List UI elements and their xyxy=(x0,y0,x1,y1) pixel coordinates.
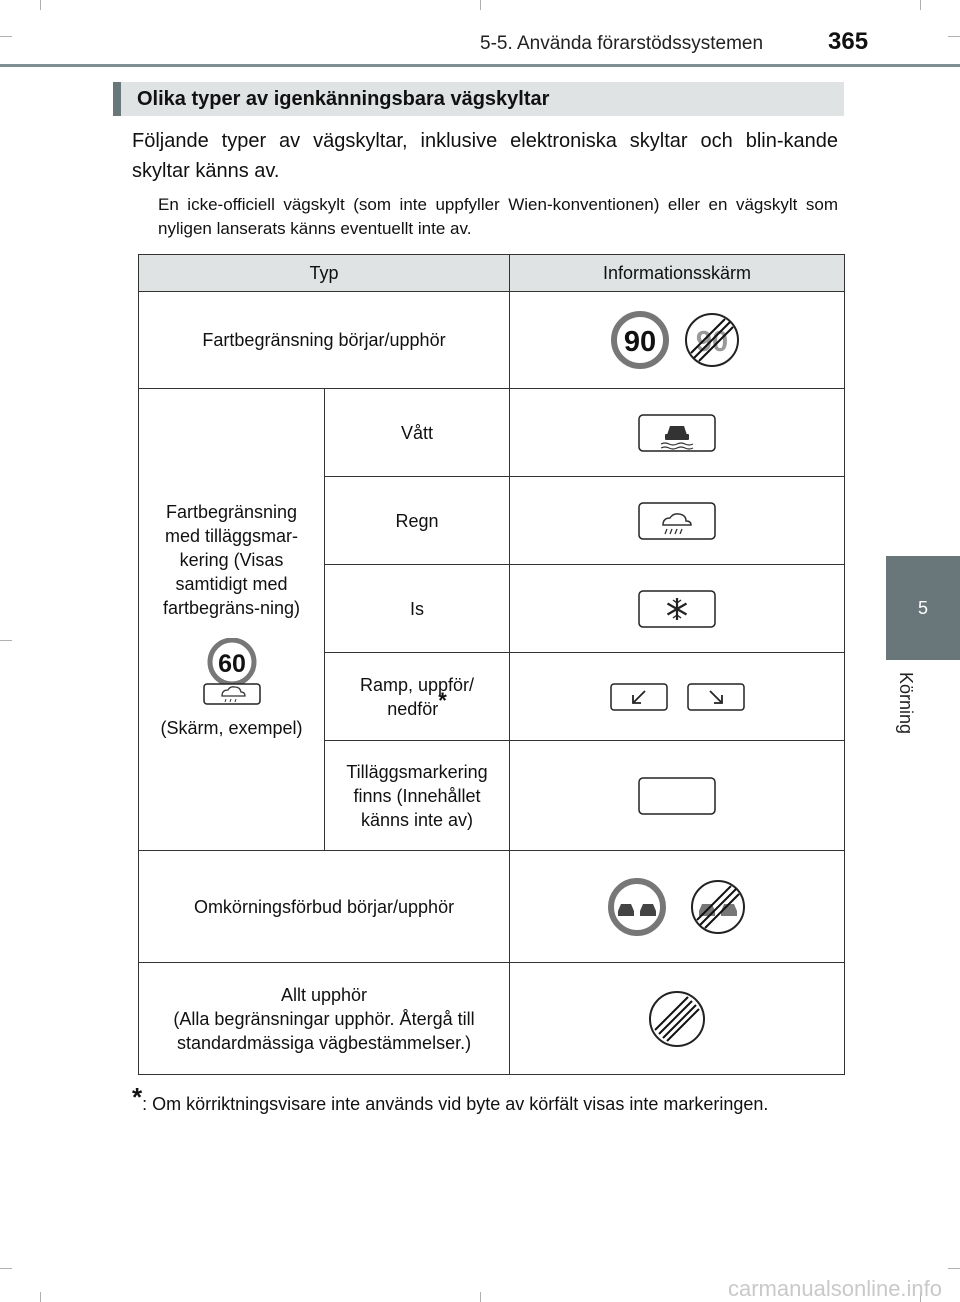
empty-plate-icon xyxy=(637,776,717,816)
crop-mark xyxy=(948,1268,960,1269)
no-overtaking-label: Omkörningsförbud börjar/upphör xyxy=(139,851,510,963)
page-number: 365 xyxy=(828,28,869,55)
no-overtaking-end-icon xyxy=(686,875,750,939)
crop-mark xyxy=(480,0,481,10)
svg-text:60: 60 xyxy=(217,649,246,678)
supplementary-group-cell xyxy=(139,389,325,851)
wet-label: Vått xyxy=(325,389,510,477)
no-overtaking-signs xyxy=(510,851,845,963)
crop-mark xyxy=(0,640,12,641)
footnote-star: * xyxy=(132,1082,143,1112)
table-row xyxy=(139,292,845,389)
chapter-tab-label: Körning xyxy=(896,672,916,735)
example-sign xyxy=(145,638,318,712)
all-end-sign xyxy=(510,963,845,1075)
wet-sign xyxy=(510,389,845,477)
table-header-row xyxy=(139,255,845,292)
table-row xyxy=(139,963,845,1075)
speed-limit-end-sign-icon xyxy=(677,308,747,372)
header-type: Typ xyxy=(139,255,510,292)
ramp-signs xyxy=(510,653,845,741)
crop-mark xyxy=(0,1268,12,1269)
table-row xyxy=(139,851,845,963)
section-title: Olika typer av igenkänningsbara vägskyltar xyxy=(137,88,550,110)
table-row xyxy=(139,389,845,477)
rain-cloud-icon xyxy=(637,501,717,541)
header-divider xyxy=(0,64,960,67)
svg-text:90: 90 xyxy=(695,326,728,358)
crop-mark xyxy=(920,0,921,10)
supplementary-group-label: Fartbegränsning med tilläggsmar-kering (Visas samtidigt med fartbegräns-ning) xyxy=(162,501,301,618)
note-paragraph: En icke-officiell vägskylt (som inte uppfyller Wien-konventionen) eller en vägskylt som nyligen lanserats känns eventuellt inte av. xyxy=(158,195,838,238)
crop-mark xyxy=(40,0,41,10)
rain-label: Regn xyxy=(325,477,510,565)
crop-mark xyxy=(40,1292,41,1302)
crop-mark xyxy=(948,36,960,37)
section-header-bar xyxy=(113,82,844,116)
chapter-title: 5-5. Använda förarstödssystemen xyxy=(480,33,764,54)
rain-sign xyxy=(510,477,845,565)
no-overtaking-icon xyxy=(605,875,669,939)
intro-paragraph: Följande typer av vägskyltar, inklusive elektroniska skyltar och blin-kande skyltar känns av. xyxy=(132,130,838,182)
sign-types-table xyxy=(138,254,845,1075)
all-end-detail: (Alla begränsningar upphör. Återgå till standardmässiga vägbestämmelser.) xyxy=(173,1008,475,1053)
footnote xyxy=(132,1082,768,1115)
ramp-up-arrow-icon xyxy=(609,682,669,712)
header-display: Informationsskärm xyxy=(510,255,845,292)
ramp-label: Ramp, uppför/ nedför* xyxy=(325,653,510,741)
example-speed-sign-icon xyxy=(200,638,264,706)
ice-label: Is xyxy=(325,565,510,653)
ice-sign xyxy=(510,565,845,653)
footnote-text: : Om körriktningsvisare inte används vid byte av körfält visas inte markeringen. xyxy=(142,1094,769,1114)
crop-mark xyxy=(480,1292,481,1302)
end-of-restrictions-icon xyxy=(645,987,709,1051)
wet-road-icon xyxy=(637,413,717,453)
example-caption: (Skärm, exempel) xyxy=(160,717,303,738)
snowflake-icon xyxy=(637,589,717,629)
ramp-down-arrow-icon xyxy=(686,682,746,712)
speed-limit-signs xyxy=(510,292,845,389)
chapter-tab: 5 xyxy=(886,556,960,660)
crop-mark xyxy=(0,36,12,37)
all-end-cell xyxy=(139,963,510,1075)
supplementary-exists-sign xyxy=(510,741,845,851)
watermark: carmanualsonline.info xyxy=(728,1276,943,1301)
svg-text:90: 90 xyxy=(623,326,656,358)
speed-limit-label: Fartbegränsning börjar/upphör xyxy=(139,292,510,389)
supplementary-exists-label: Tilläggsmarkering finns (Innehållet känns inte av) xyxy=(325,741,510,851)
all-end-label: Allt upphör xyxy=(280,984,368,1005)
